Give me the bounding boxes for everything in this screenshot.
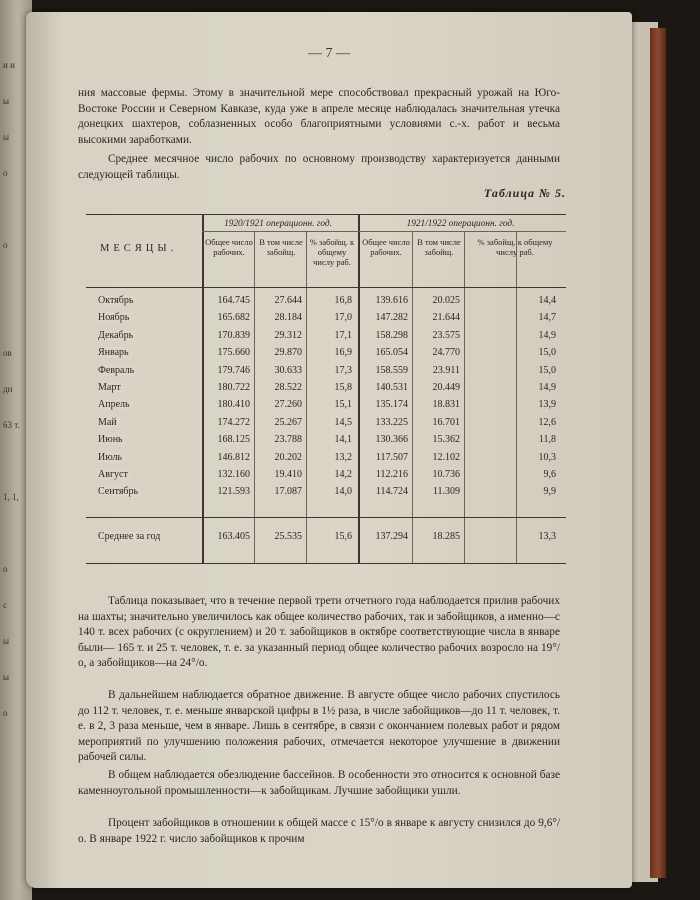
book-cover-edge <box>650 28 666 878</box>
table-cell: 15,8 <box>334 382 352 393</box>
table-cell: 13,3 <box>538 531 556 542</box>
table-cell: 174.272 <box>217 416 250 428</box>
table-cell: 14,7 <box>538 312 556 324</box>
table-cell: 14,1 <box>334 434 352 446</box>
page-number: — 7 — <box>308 46 350 61</box>
table-cell: 16,8 <box>334 295 352 306</box>
table-cell: 14,0 <box>334 486 352 498</box>
table-cell: 168.125 <box>217 434 250 446</box>
table-cell: 133.225 <box>375 416 408 428</box>
table-cell: 158.298 <box>375 329 408 341</box>
table-cell: 16.701 <box>432 416 460 428</box>
table-cell: 14,2 <box>334 469 352 480</box>
table-cell: 17.087 <box>274 486 302 498</box>
table-cell: 10.736 <box>432 469 460 480</box>
sub-header-pct-1: % забойщ. к общему числу раб. <box>309 237 355 267</box>
row-month-text: Ноябрь <box>98 312 132 323</box>
table-cell: 17,3 <box>334 364 352 376</box>
book-page <box>26 12 632 888</box>
paragraph-bottom-4: Процент забойщиков в отношении к общей массе с 15°/о в январе к августу снизился до 9,6°/о. В январе 1922 г. число забойщиков к прочим <box>78 817 560 845</box>
table-cell: 25.267 <box>274 416 302 428</box>
row-month-label <box>98 434 208 445</box>
table-cell: 165.682 <box>217 312 250 324</box>
table-row-divider <box>86 517 566 518</box>
left-page-text-fragment: с <box>3 600 7 610</box>
row-month-label <box>98 382 208 393</box>
table-cell: 17,1 <box>334 329 352 341</box>
row-month-text: Декабрь <box>98 330 136 341</box>
paragraph-bottom-3: В общем наблюдается обезлюдение бассейнов. В особенности это относится к основной базе каменноугольной промышленности—к забойщикам. Лучшие забойщики ушли. <box>78 769 560 797</box>
row-month-text: Январь <box>98 347 132 358</box>
table-cell: 180.410 <box>217 399 250 411</box>
months-header: МЕСЯЦЫ. <box>100 243 178 254</box>
left-page-text-fragment: ы <box>3 636 10 646</box>
workers-table <box>86 214 566 564</box>
row-month-text: Февраль <box>98 365 137 376</box>
sub-header-total-2: Общее число рабочих. <box>362 237 410 257</box>
sub-header-pct-2: % забойщ. к общему числу раб. <box>477 237 553 257</box>
row-month-label <box>98 417 208 428</box>
row-month-label <box>98 399 208 410</box>
left-page-text-fragment: ов <box>3 348 12 358</box>
row-month-label <box>98 469 208 480</box>
table-caption: Таблица № 5. <box>483 186 566 200</box>
table-cell: 13,9 <box>538 399 556 411</box>
table-cell: 15,0 <box>538 347 556 359</box>
row-month-label <box>98 330 208 341</box>
table-cell: 11,8 <box>538 434 556 446</box>
group-header-1921: 1921/1922 операционн. год. <box>406 219 515 229</box>
table-cell: 12,6 <box>538 416 556 428</box>
table-cell: 20.025 <box>432 295 460 306</box>
table-cell: 13,2 <box>334 451 352 463</box>
table-cell: 15,0 <box>538 364 556 376</box>
row-month-text: Июнь <box>98 434 126 445</box>
row-month-text: Август <box>98 469 131 480</box>
row-month-label <box>98 365 208 376</box>
table-cell: 146.812 <box>217 451 250 463</box>
table-cell: 15.362 <box>432 434 460 446</box>
table-cell: 28.184 <box>274 312 302 324</box>
table-cell: 14,5 <box>334 416 352 428</box>
left-page-text-fragment: 63 т. <box>3 420 20 430</box>
paragraph-bottom-1: Таблица показывает, что в течение первой трети отчетного года наблюдается прилив рабочих на шахты; значительно увеличилось как общее количество рабочих, так и забойщиков, а именно—с 140 т. всех рабочих (с округлением) и 20 т. забойщиков в октябре соответствующие числа в январе были— 165 т. и 25 т. человек, т. е. за указанный период общее количество рабочих возросло на 19°/о, а забойщиков—на 24°/о. <box>78 595 560 669</box>
sub-header-total-1: Общее число рабочих. <box>205 237 253 257</box>
table-column-divider <box>516 231 517 563</box>
row-month-label <box>98 531 208 542</box>
table-cell: 20.449 <box>432 382 460 393</box>
table-cell: 18.831 <box>432 399 460 411</box>
row-month-label <box>98 486 208 497</box>
paragraph-bottom-2: В дальнейшем наблюдается обратное движение. В августе общее число рабочих спустилось до 112 т. человек, т. е. меньше январской цифры в 1½ раза, в числе забойщиков—до 11 т. человек, т. е. в 2, 3 раза меньше, чем в январе. Лишь в сентябре, в связи с окончанием полевых работ и рядом мероприятий по улучшению положения рабочих, отмечается некоторое улучшение в движении рабочей силы. <box>78 689 560 763</box>
sub-header-hewers-2: В том числе забойщ. <box>417 237 461 257</box>
left-page-text-fragment: ы <box>3 132 10 142</box>
table-cell: 112.216 <box>375 469 408 480</box>
row-month-label <box>98 295 208 306</box>
table-cell: 9,9 <box>543 486 556 498</box>
table-cell: 117.507 <box>375 451 408 463</box>
table-cell: 30.633 <box>274 364 302 376</box>
row-month-label <box>98 312 208 323</box>
table-cell: 140.531 <box>375 382 408 393</box>
table-cell: 9,6 <box>543 469 556 480</box>
row-month-text: Среднее за год <box>98 531 163 542</box>
table-cell: 14,4 <box>538 295 556 306</box>
table-cell: 130.366 <box>375 434 408 446</box>
table-cell: 163.405 <box>217 531 250 542</box>
row-month-text: Октябрь <box>98 295 136 306</box>
table-column-divider <box>306 231 307 563</box>
table-cell: 20.202 <box>274 451 302 463</box>
table-cell: 24.770 <box>432 347 460 359</box>
table-row-divider <box>86 287 566 288</box>
paragraph-top-1: ния массовые фермы. Этому в значительной мере способствовал прекрасный урожай на Юго-Востоке России и Северном Кавказе, куда уже в апреле месяце наблюдалась значительная утечка донецких шахтеров, соблазненных особо благоприятными условиями с.-х. работ и весьма высокими заработками. <box>78 87 560 146</box>
table-cell: 14,9 <box>538 382 556 393</box>
table-cell: 21.644 <box>432 312 460 324</box>
table-cell: 29.870 <box>274 347 302 359</box>
table-cell: 180.722 <box>217 382 250 393</box>
table-cell: 18.285 <box>432 531 460 542</box>
table-cell: 164.745 <box>217 295 250 306</box>
row-month-text: Март <box>98 382 124 393</box>
row-month-text: Май <box>98 417 120 428</box>
left-page-text-fragment: ы <box>3 96 10 106</box>
table-cell: 15,6 <box>334 531 352 542</box>
table-cell: 29.312 <box>274 329 302 341</box>
left-page-text-fragment: о <box>3 708 8 718</box>
row-month-label <box>98 452 208 463</box>
left-page-text-fragment: и и <box>3 60 15 70</box>
table-cell: 132.160 <box>217 469 250 480</box>
table-cell: 147.282 <box>375 312 408 324</box>
row-month-text: Сентябрь <box>98 486 141 497</box>
table-row-divider <box>202 231 566 232</box>
table-column-divider <box>254 231 255 563</box>
table-cell: 175.660 <box>217 347 250 359</box>
table-cell: 137.294 <box>375 531 408 542</box>
table-cell: 179.746 <box>217 364 250 376</box>
table-cell: 27.260 <box>274 399 302 411</box>
table-cell: 135.174 <box>375 399 408 411</box>
row-month-text: Июль <box>98 452 125 463</box>
table-cell: 17,0 <box>334 312 352 324</box>
table-cell: 170.839 <box>217 329 250 341</box>
row-month-text: Апрель <box>98 399 133 410</box>
left-page-text-fragment: ы <box>3 672 10 682</box>
left-page-text-fragment: о <box>3 240 8 250</box>
table-cell: 23.788 <box>274 434 302 446</box>
table-column-divider <box>412 231 413 563</box>
table-cell: 11.309 <box>432 486 460 498</box>
group-header-1920: 1920/1921 операционн. год. <box>224 219 332 229</box>
left-page-text-fragment: о <box>3 564 8 574</box>
table-cell: 165.054 <box>375 347 408 359</box>
left-page-text-fragment: дн <box>3 384 13 394</box>
table-cell: 28.522 <box>274 382 302 393</box>
paragraph-top-2: Среднее месячное число рабочих по основному производству характеризуется данными следующей таблицы. <box>78 153 560 181</box>
table-column-divider <box>358 215 360 563</box>
table-column-divider <box>464 231 465 563</box>
table-cell: 12.102 <box>432 451 460 463</box>
table-cell: 23.575 <box>432 329 460 341</box>
left-page-text-fragment: о <box>3 168 8 178</box>
table-cell: 139.616 <box>375 295 408 306</box>
table-cell: 14,9 <box>538 329 556 341</box>
table-cell: 114.724 <box>375 486 408 498</box>
row-month-label <box>98 347 208 358</box>
table-cell: 27.644 <box>274 295 302 306</box>
table-cell: 25.535 <box>274 531 302 542</box>
table-cell: 121.593 <box>217 486 250 498</box>
sub-header-hewers-1: В том числе забойщ. <box>259 237 303 257</box>
table-cell: 158.559 <box>375 364 408 376</box>
table-cell: 23.911 <box>432 364 460 376</box>
table-cell: 15,1 <box>334 399 352 411</box>
left-page-text-fragment: 1, 1, <box>3 492 19 502</box>
table-cell: 16,9 <box>334 347 352 359</box>
table-cell: 19.410 <box>274 469 302 480</box>
table-cell: 10,3 <box>538 451 556 463</box>
